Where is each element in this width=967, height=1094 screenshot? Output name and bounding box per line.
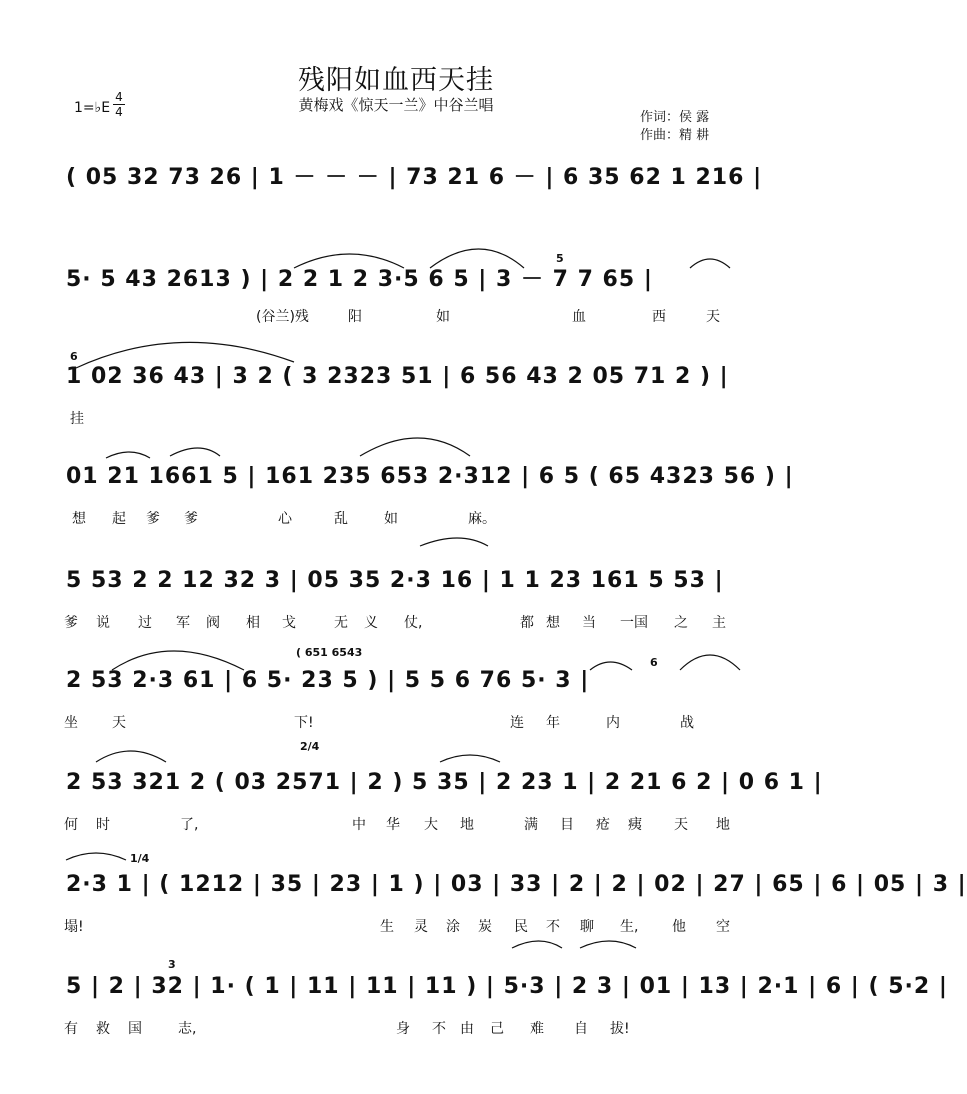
lyric-syllable: 自 xyxy=(574,1021,588,1037)
lyric-syllable: 说 xyxy=(96,615,110,631)
lyric-syllable: 主 xyxy=(712,615,726,631)
lyric-syllable: 乱 xyxy=(334,511,348,527)
lyric-syllable: 年 xyxy=(546,715,560,731)
slur xyxy=(430,249,524,268)
lyric-syllable: 华 xyxy=(386,817,400,833)
lyric-syllable: 空 xyxy=(716,919,730,935)
slur xyxy=(512,941,562,948)
time-signature-denominator: 4 xyxy=(113,104,125,119)
lyric-syllable: 爹 xyxy=(64,615,78,631)
key-signature-text: 1=♭E xyxy=(74,100,111,116)
lyric-syllable: 天 xyxy=(674,817,688,833)
notation-line: ( 05 32 73 26 | 1 － － － | 73 21 6 － | 6 35 62 1 216 | xyxy=(66,165,763,190)
lyric-syllable: 一国 xyxy=(620,615,648,631)
lyric-syllable: 地 xyxy=(716,817,730,833)
lyric-syllable: 义 xyxy=(364,615,378,631)
notation-line: 5· 5 43 2613 ) | 2 2 1 2 3·5 6 5 | 3 － 7 7 65 | xyxy=(66,267,653,292)
lyric-syllable: 民 xyxy=(514,919,528,935)
slur xyxy=(96,751,166,762)
lyric-syllable: 无 xyxy=(334,615,348,631)
slur xyxy=(680,655,740,670)
slur xyxy=(170,448,220,456)
composer-credit: 作曲：精 耕 xyxy=(640,128,710,143)
lyric-syllable: 天 xyxy=(706,309,720,325)
slur xyxy=(690,259,730,268)
lyric-syllable: 何 xyxy=(64,817,78,833)
lyric-syllable: 如 xyxy=(384,511,398,527)
notation-line: 2 53 2·3 61 | 6 5· 23 5 ) | 5 5 6 76 5· 3 | xyxy=(66,668,590,693)
lyric-syllable: 起 xyxy=(112,511,126,527)
notation-line: 2 53 321 2 ( 03 2571 | 2 ) 5 35 | 2 23 1 | 2 21 6 2 | 0 6 1 | xyxy=(66,770,823,795)
lyric-syllable: 中 xyxy=(352,817,366,833)
lyric-syllable: 己 xyxy=(490,1021,504,1037)
lyric-syllable: 爹 xyxy=(184,511,198,527)
time-signature-numerator: 4 xyxy=(115,90,123,104)
meter-change-1-4: 1/4 xyxy=(130,852,150,865)
lyric-syllable: 戈 xyxy=(282,615,296,631)
lyric-syllable: 连 xyxy=(510,715,524,731)
lyric-syllable: 有 xyxy=(64,1021,78,1037)
slur xyxy=(590,662,632,670)
lyric-syllable: 相 xyxy=(246,615,260,631)
page-subtitle: 黄梅戏《惊天一兰》中谷兰唱 xyxy=(298,96,494,114)
lyric-syllable: 救 xyxy=(96,1021,110,1037)
lyric-syllable: 想 xyxy=(72,511,86,527)
slur xyxy=(106,452,150,458)
lyric-syllable: 如 xyxy=(436,309,450,325)
lyric-syllable: 爹 xyxy=(146,511,160,527)
lyric-syllable: 由 xyxy=(460,1021,474,1037)
lyric-syllable: 大 xyxy=(424,817,438,833)
lyric-syllable: 痍 xyxy=(628,817,642,833)
lyric-syllable: 他 xyxy=(672,919,686,935)
lyric-syllable: 军 xyxy=(176,615,190,631)
lyric-syllable: 都 xyxy=(520,615,534,631)
lyric-syllable: 聊 xyxy=(580,919,594,935)
notation-line: 01 21 1661 5 | 161 235 653 2·312 | 6 5 ( 65 4323 56 ) | xyxy=(66,464,794,489)
lyric-syllable: 疮 xyxy=(596,817,610,833)
grace-note-5: 5 xyxy=(556,252,564,265)
lyric-syllable: 内 xyxy=(606,715,620,731)
slur xyxy=(580,941,636,948)
grace-note-6-second: 6 xyxy=(650,656,658,669)
grace-note-3: 3 xyxy=(168,958,176,971)
lyric-syllable: 挂 xyxy=(70,411,84,427)
grace-note-6: 6 xyxy=(70,350,78,363)
lyric-syllable: 麻。 xyxy=(468,511,496,527)
lyric-syllable: 灵 xyxy=(414,919,428,935)
lyric-syllable: 不 xyxy=(546,919,560,935)
lyric-syllable: 涂 xyxy=(446,919,460,935)
page-title: 残阳如血西天挂 xyxy=(298,65,494,96)
lyric-syllable: 坐 xyxy=(64,715,78,731)
notation-line: 5 53 2 2 12 32 3 | 05 35 2·3 16 | 1 1 23 161 5 53 | xyxy=(66,568,724,593)
slur xyxy=(76,342,294,368)
lyric-syllable: 西 xyxy=(652,309,666,325)
lyric-syllable: 国 xyxy=(128,1021,142,1037)
lyric-syllable: 炭 xyxy=(478,919,492,935)
lyric-syllable: 之 xyxy=(674,615,688,631)
lyric-syllable: 目 xyxy=(560,817,574,833)
notation-line: 5 | 2 | 32 | 1· ( 1 | 11 | 11 | 11 ) | 5·3 | 2 3 | 01 | 13 | 2·1 | 6 | ( 5·2 | xyxy=(66,974,948,999)
lyric-syllable: 天 xyxy=(112,715,126,731)
lyric-syllable: 仗, xyxy=(404,615,423,631)
notation-line: 1 02 36 43 | 3 2 ( 3 2323 51 | 6 56 43 2 05 71 2 ) | xyxy=(66,364,729,389)
lyric-syllable: 血 xyxy=(572,309,586,325)
grace-notes-651-6543: ( 651 6543 xyxy=(296,646,363,659)
notation-line: 2·3 1 | ( 1212 | 35 | 23 | 1 ) | 03 | 33 | 2 | 2 | 02 | 27 | 65 | 6 | 05 | 3 | xyxy=(66,872,967,897)
slur xyxy=(294,254,404,268)
lyric-syllable: 生, xyxy=(620,919,639,935)
lyric-syllable: 下! xyxy=(294,715,314,731)
lyric-syllable: 地 xyxy=(460,817,474,833)
lyric-syllable: 难 xyxy=(530,1021,544,1037)
lyric-syllable: 拔! xyxy=(610,1021,630,1037)
slur xyxy=(420,538,488,546)
lyric-syllable: 想 xyxy=(546,615,560,631)
slur xyxy=(360,438,470,456)
lyric-syllable: 阳 xyxy=(348,309,362,325)
lyric-syllable: 当 xyxy=(582,615,596,631)
lyric-syllable: 战 xyxy=(680,715,694,731)
lyric-syllable: 身 xyxy=(396,1021,410,1037)
lyric-syllable: 心 xyxy=(278,511,292,527)
lyric-syllable: 生 xyxy=(380,919,394,935)
slur xyxy=(112,651,244,670)
lyric-syllable: 志, xyxy=(178,1021,197,1037)
meter-change-2-4: 2/4 xyxy=(300,740,320,753)
lyric-syllable: 过 xyxy=(138,615,152,631)
lyric-syllable: 了, xyxy=(180,817,199,833)
lyricist-credit: 作词：侯 露 xyxy=(640,110,710,125)
lyric-syllable: 满 xyxy=(524,817,538,833)
lyric-syllable: (谷兰)残 xyxy=(256,309,309,325)
slur xyxy=(440,755,500,762)
lyric-syllable: 阀 xyxy=(206,615,220,631)
slur xyxy=(66,853,126,860)
lyric-syllable: 塌! xyxy=(64,919,84,935)
lyric-syllable: 不 xyxy=(432,1021,446,1037)
lyric-syllable: 时 xyxy=(96,817,110,833)
